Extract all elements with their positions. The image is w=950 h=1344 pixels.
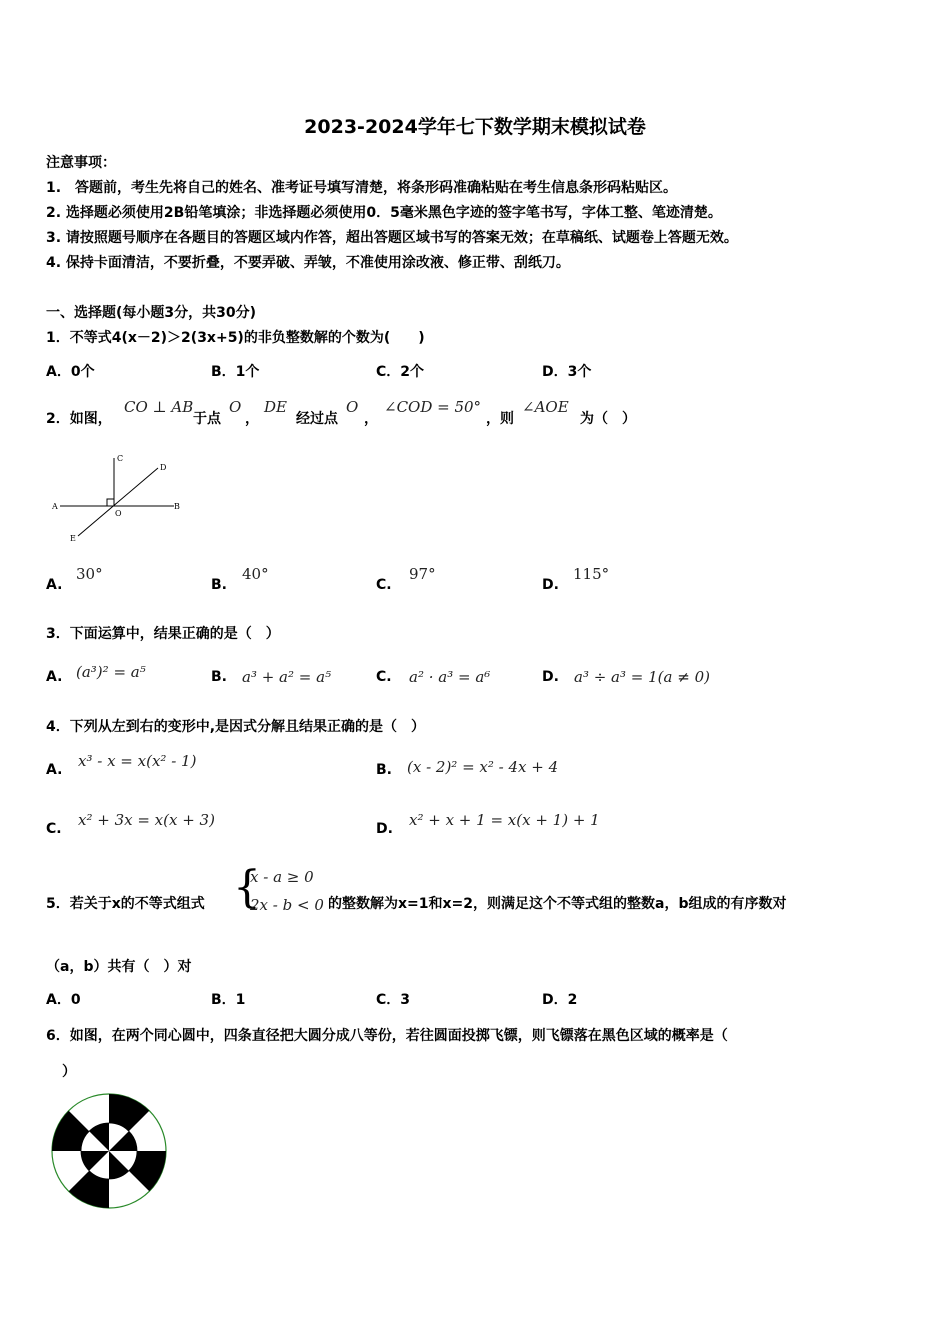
q6-target-figure <box>50 1092 168 1210</box>
q2-label-a: A <box>52 502 58 511</box>
q2-text: 为（ ） <box>580 411 636 427</box>
q5-inequality-1: x - a ≥ 0 <box>250 868 314 886</box>
q4-option-a-value: x³ - x = x(x² - 1) <box>78 752 197 770</box>
q3-option-b-value: a³ + a² = a⁵ <box>242 668 332 686</box>
q5-stem-suffix: 的整数解为x=1和x=2，则满足这个不等式组的整数a，b组成的有序数对 <box>328 896 787 912</box>
section-heading: 一、选择题(每小题3分，共30分) <box>46 305 257 321</box>
q2-math: DE <box>264 398 287 416</box>
q2-text: 经过点 <box>296 411 338 427</box>
notice-item: 1. 答题前，考生先将自己的姓名、准考证号填写清楚，将条形码准确粘贴在考生信息条形码粘贴区。 <box>46 180 678 196</box>
page-title: 2023-2024学年七下数学期末模拟试卷 <box>304 116 646 138</box>
q5-option-d: D．2 <box>542 992 578 1008</box>
notice-heading: 注意事项： <box>46 155 116 171</box>
q2-text: ，则 <box>486 411 514 427</box>
q2-label-e: E <box>70 534 76 543</box>
q2-math: ∠COD = 50° <box>384 398 482 416</box>
notice-item: 2. 选择题必须使用2B铅笔填涂；非选择题必须使用0．5毫米黑色字迹的签字笔书写，字体工整、笔迹清楚。 <box>46 205 722 221</box>
q1-stem: 1．不等式4(x－2)＞2(3x+5)的非负整数解的个数为( ) <box>46 330 425 346</box>
q5-inequality-2: 2x - b < 0 <box>250 896 324 914</box>
q2-option-b-value: 40° <box>242 565 269 583</box>
q2-text: ， <box>364 411 378 427</box>
notice-item: 4. 保持卡面清洁，不要折叠，不要弄破、弄皱，不准使用涂改液、修正带、刮纸刀。 <box>46 255 570 271</box>
q2-option-d-letter: D. <box>542 577 559 593</box>
q2-option-c-letter: C. <box>376 577 392 593</box>
q2-math: O <box>229 398 242 416</box>
q5-option-a: A．0 <box>46 992 81 1008</box>
q4-option-d-value: x² + x + 1 = x(x + 1) + 1 <box>409 811 600 829</box>
q2-figure <box>46 450 196 545</box>
q2-math: ∠AOE <box>522 398 569 416</box>
q2-stem-prefix: 2．如图， <box>46 411 112 427</box>
q2-option-a-value: 30° <box>76 565 103 583</box>
q6-stem: 6．如图，在两个同心圆中，四条直径把大圆分成八等份，若往圆面投掷飞镖，则飞镖落在黑色区域的概率是（ <box>46 1028 728 1044</box>
q2-label-c: C <box>117 454 124 463</box>
q2-text: 于点 <box>193 411 221 427</box>
q4-option-c-value: x² + 3x = x(x + 3) <box>78 811 215 829</box>
q3-stem: 3．下面运算中，结果正确的是（ ） <box>46 626 280 642</box>
q3-option-c-value: a² · a³ = a⁶ <box>409 668 491 686</box>
q2-math: CO ⊥ AB <box>124 398 194 416</box>
q2-math: O <box>346 398 359 416</box>
q1-option-b: B．1个 <box>211 364 260 380</box>
q4-option-b-value: (x - 2)² = x² - 4x + 4 <box>407 758 559 776</box>
q2-label-b: B <box>174 502 180 511</box>
q5-brace: { <box>233 862 261 913</box>
q3-option-d-letter: D. <box>542 669 559 685</box>
q2-option-d-value: 115° <box>573 565 610 583</box>
notice-item: 3. 请按照题号顺序在各题目的答题区域内作答，超出答题区域书写的答案无效；在草稿纸、试题卷上答题无效。 <box>46 230 738 246</box>
q4-stem: 4．下列从左到右的变形中,是因式分解且结果正确的是（ ） <box>46 719 426 735</box>
q2-label-o: O <box>115 509 122 518</box>
q4-option-b-letter: B. <box>376 762 392 778</box>
q1-option-c: C．2个 <box>376 364 425 380</box>
q3-option-a-letter: A. <box>46 669 63 685</box>
q4-option-d-letter: D. <box>376 821 393 837</box>
q6-stem-line2: ） <box>62 1064 76 1080</box>
q3-option-a-value: (a³)² = a⁵ <box>76 663 146 681</box>
q5-option-c: C．3 <box>376 992 411 1008</box>
q1-option-d: D．3个 <box>542 364 592 380</box>
q2-option-c-value: 97° <box>409 565 436 583</box>
q5-option-b: B．1 <box>211 992 246 1008</box>
q5-stem-prefix: 5．若关于x的不等式组式 <box>46 896 205 912</box>
q2-text: ， <box>245 411 259 427</box>
q2-option-a-letter: A. <box>46 577 63 593</box>
q3-option-b-letter: B. <box>211 669 227 685</box>
q2-option-b-letter: B. <box>211 577 227 593</box>
q3-option-c-letter: C. <box>376 669 392 685</box>
q1-option-a: A．0个 <box>46 364 95 380</box>
q2-label-d: D <box>160 463 167 472</box>
q4-option-a-letter: A. <box>46 762 63 778</box>
q5-stem-line2: （a，b）共有（ ）对 <box>46 959 192 975</box>
q3-option-d-value: a³ ÷ a³ = 1(a ≠ 0) <box>574 668 710 686</box>
q4-option-c-letter: C. <box>46 821 62 837</box>
